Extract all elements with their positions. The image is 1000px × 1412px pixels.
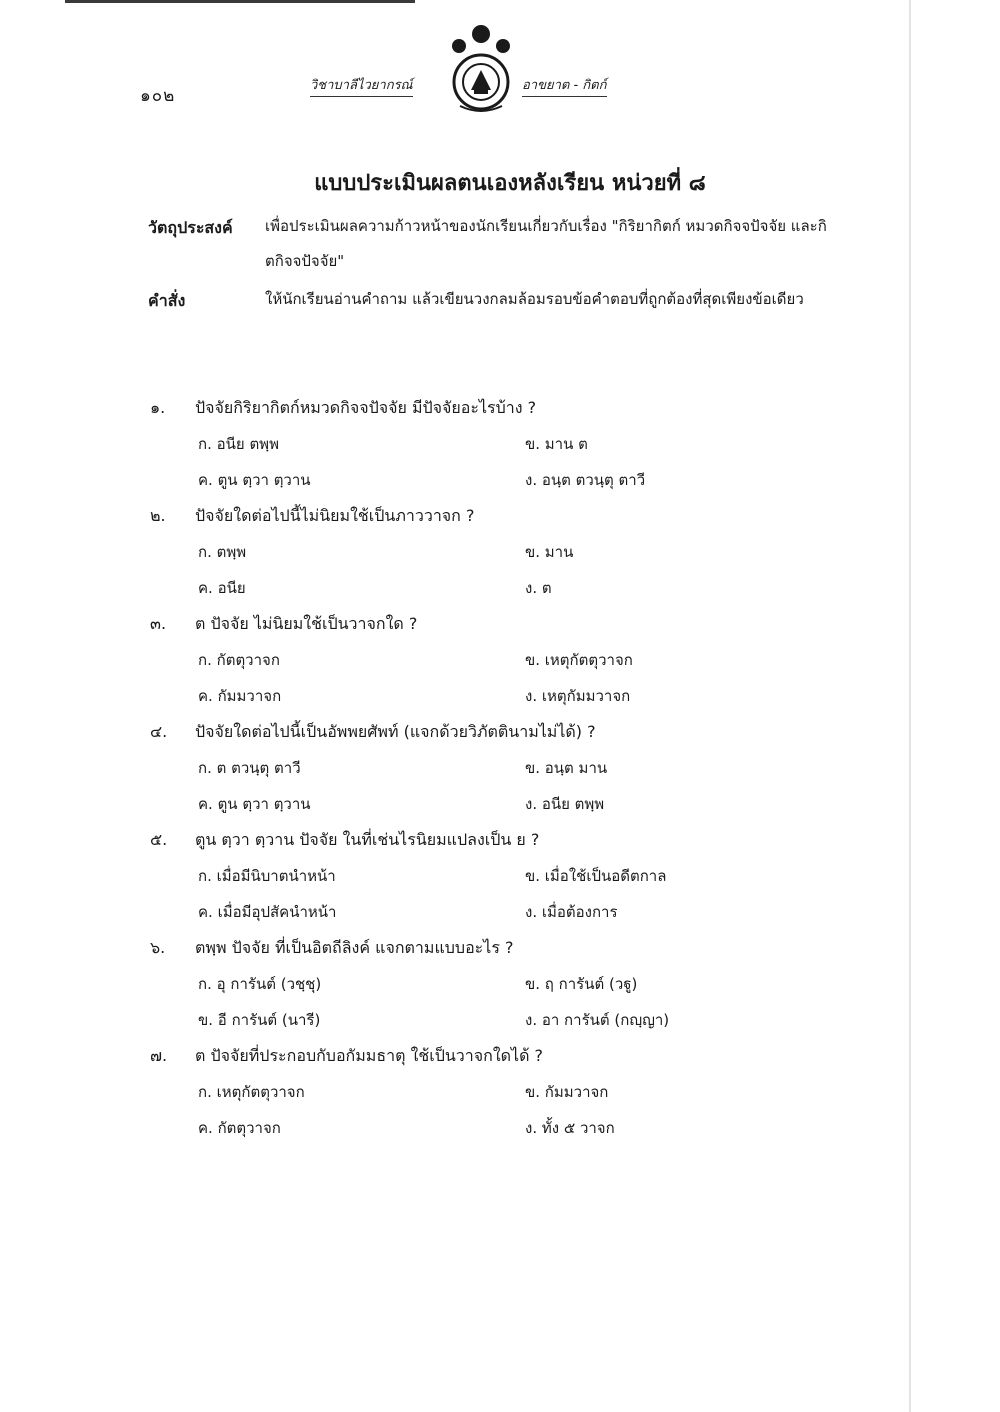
header-topic: อาขยาต - กิตก์ xyxy=(522,74,607,97)
option-d: ง. ต xyxy=(525,579,552,597)
objective-text: เพื่อประเมินผลความก้าวหน้าของนักเรียนเกี่ยวกับเรื่อง "กิริยากิตก์ หมวดกิจจปัจจัย และกิตกิจจปัจจัย" xyxy=(265,217,827,270)
scan-edge-right xyxy=(909,0,911,1412)
option-a: ก. อุ การันต์ (วชฺชุ) xyxy=(198,975,322,993)
page-header xyxy=(0,60,1000,130)
option-c: ข. อี การันต์ (นารี) xyxy=(198,1011,321,1029)
question-6 xyxy=(150,930,850,1038)
question-number: ๔. xyxy=(150,722,168,741)
header-subject: วิชาบาลีไวยากรณ์ xyxy=(310,74,413,97)
option-d: ง. อนีย ตพฺพ xyxy=(525,795,605,813)
option-a: ก. เมื่อมีนิบาตนำหน้า xyxy=(198,867,336,885)
option-b: ข. กัมมวาจก xyxy=(525,1083,609,1101)
question-3 xyxy=(150,606,850,714)
question-text: ตพฺพ ปัจจัย ที่เป็นอิตถีลิงค์ แจกตามแบบอะไร ? xyxy=(195,938,514,957)
option-d: ง. เมื่อต้องการ xyxy=(525,903,618,921)
page-number: ๑๐๒ xyxy=(140,86,176,106)
option-c: ค. กัมมวาจก xyxy=(198,687,282,705)
option-c: ค. เมื่อมีอุปสัคนำหน้า xyxy=(198,903,337,921)
option-c: ค. อนีย xyxy=(198,579,246,597)
question-5 xyxy=(150,822,850,930)
option-d: ง. อนฺต ตวนฺตุ ตาวี xyxy=(525,471,646,489)
question-number: ๗. xyxy=(150,1046,168,1065)
question-text: ต ปัจจัย ไม่นิยมใช้เป็นวาจกใด ? xyxy=(195,614,418,633)
question-number: ๓. xyxy=(150,614,167,633)
option-a: ก. เหตุกัตตุวาจก xyxy=(198,1083,305,1101)
option-c: ค. ตูน ตฺวา ตฺวาน xyxy=(198,471,311,489)
school-emblem-icon xyxy=(440,24,522,116)
scan-edge-top xyxy=(65,0,415,3)
question-number: ๖. xyxy=(150,938,166,957)
option-c: ค. ตูน ตฺวา ตฺวาน xyxy=(198,795,311,813)
option-a: ก. กัตตุวาจก xyxy=(198,651,280,669)
option-d: ง. อา การันต์ (กญฺญา) xyxy=(525,1011,670,1029)
option-b: ข. มาน xyxy=(525,543,574,561)
question-text: ปัจจัยใดต่อไปนี้ไม่นิยมใช้เป็นภาววาจก ? xyxy=(195,506,475,525)
question-4 xyxy=(150,714,850,822)
option-b: ข. เมื่อใช้เป็นอดีตกาล xyxy=(525,867,667,885)
question-number: ๑. xyxy=(150,398,166,417)
question-number: ๕. xyxy=(150,830,168,849)
option-d: ง. ทั้ง ๕ วาจก xyxy=(525,1119,615,1137)
option-b: ข. มาน ต xyxy=(525,435,588,453)
question-text: ปัจจัยกิริยากิตก์หมวดกิจจปัจจัย มีปัจจัยอะไรบ้าง ? xyxy=(195,398,537,417)
option-a: ก. ต ตวนฺตุ ตาวี xyxy=(198,759,301,777)
option-c: ค. กัตตุวาจก xyxy=(198,1119,281,1137)
question-2 xyxy=(150,498,850,606)
option-d: ง. เหตุกัมมวาจก xyxy=(525,687,631,705)
question-text: ต ปัจจัยที่ประกอบกับอกัมมธาตุ ใช้เป็นวาจกใดได้ ? xyxy=(195,1046,544,1065)
option-b: ข. อนฺต มาน xyxy=(525,759,608,777)
question-number: ๒. xyxy=(150,506,166,525)
page-title: แบบประเมินผลตนเองหลังเรียน หน่วยที่ ๘ xyxy=(314,171,706,196)
question-7 xyxy=(150,1038,850,1146)
instruction-text: ให้นักเรียนอ่านคำถาม แล้วเขียนวงกลมล้อมรอบข้อคำตอบที่ถูกต้องที่สุดเพียงข้อเดียว xyxy=(265,290,804,308)
question-1 xyxy=(150,390,850,498)
instruction-label: คำสั่ง xyxy=(148,291,186,310)
question-text: ปัจจัยใดต่อไปนี้เป็นอัพพยศัพท์ (แจกด้วยวิภัตตินามไม่ได้) ? xyxy=(195,722,596,741)
option-b: ข. เหตุกัตตุวาจก xyxy=(525,651,633,669)
question-list xyxy=(150,390,850,1146)
objective-label: วัตถุประสงค์ xyxy=(148,218,233,237)
option-a: ก. อนีย ตพฺพ xyxy=(198,435,279,453)
option-b: ข. ฤ การันต์ (วฐู) xyxy=(525,975,638,993)
option-a: ก. ตพฺพ xyxy=(198,543,247,561)
question-text: ตูน ตฺวา ตฺวาน ปัจจัย ในที่เช่นไรนิยมแปลงเป็น ย ? xyxy=(195,830,540,849)
